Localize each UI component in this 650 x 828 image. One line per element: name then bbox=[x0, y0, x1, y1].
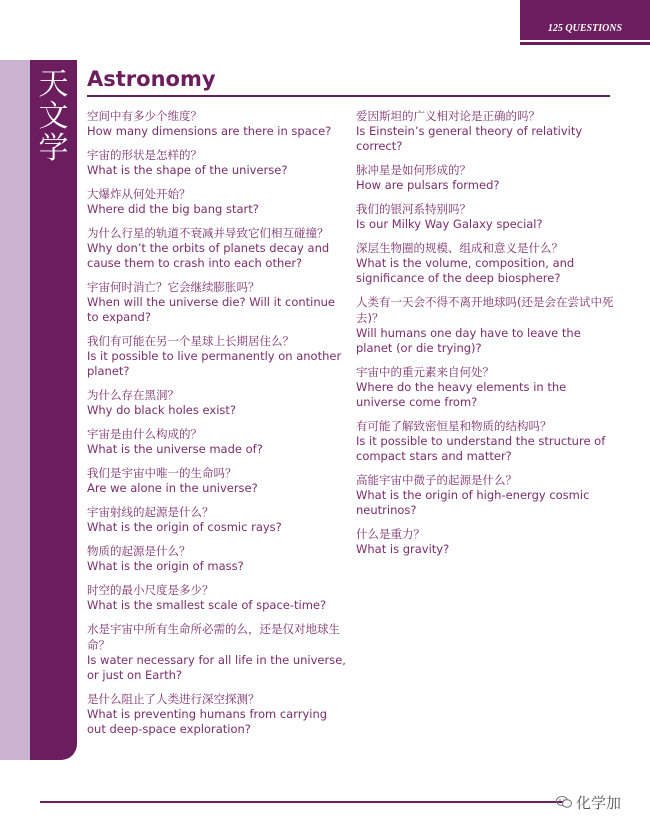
question-item bbox=[87, 387, 347, 418]
header-banner bbox=[520, 0, 650, 40]
question-chinese: 宇宙是由什么构成的？ bbox=[87, 427, 202, 441]
questions-column-left bbox=[87, 108, 347, 745]
question-item bbox=[87, 582, 347, 613]
question-item bbox=[356, 108, 618, 154]
question-item bbox=[87, 225, 347, 271]
question-english: What is the origin of high-energy cosmic neutrinos? bbox=[356, 488, 590, 517]
question-chinese: 宇宙何时消亡？它会继续膨胀吗？ bbox=[87, 280, 260, 294]
question-chinese: 为什么行星的轨道不衰减并导致它们相互碰撞？ bbox=[87, 226, 329, 240]
header-rule bbox=[520, 42, 650, 45]
question-chinese: 为什么存在黑洞？ bbox=[87, 388, 179, 402]
question-chinese: 时空的最小尺度是多少？ bbox=[87, 583, 214, 597]
question-english: Are we alone in the universe? bbox=[87, 481, 258, 495]
subject-char-3: 学 bbox=[38, 131, 69, 166]
question-item bbox=[87, 333, 347, 379]
question-chinese: 高能宇宙中微子的起源是什么？ bbox=[356, 473, 517, 487]
question-item bbox=[356, 472, 618, 518]
left-decor-strip bbox=[0, 60, 30, 760]
question-item bbox=[356, 162, 618, 193]
question-chinese: 我们的银河系特别吗？ bbox=[356, 202, 471, 216]
question-item bbox=[87, 279, 347, 325]
question-chinese: 有可能了解致密恒星和物质的结构吗？ bbox=[356, 419, 552, 433]
section-title: Astronomy bbox=[87, 67, 216, 91]
question-item bbox=[356, 526, 618, 557]
question-item bbox=[356, 418, 618, 464]
question-english: What is the origin of cosmic rays? bbox=[87, 520, 282, 534]
question-item bbox=[356, 201, 618, 232]
question-chinese: 物质的起源是什么？ bbox=[87, 544, 191, 558]
question-chinese: 宇宙中的重元素来自何处？ bbox=[356, 365, 494, 379]
question-english: Is it possible to understand the structure of compact stars and matter? bbox=[356, 434, 606, 463]
question-item bbox=[87, 108, 347, 139]
question-english: Is our Milky Way Galaxy special? bbox=[356, 217, 543, 231]
question-english: How many dimensions are there in space? bbox=[87, 124, 332, 138]
header-banner-text: 125 QUESTIONS bbox=[547, 23, 623, 34]
question-item bbox=[87, 691, 347, 737]
question-chinese: 宇宙射线的起源是什么？ bbox=[87, 505, 214, 519]
watermark bbox=[556, 790, 621, 814]
question-english: Where do the heavy elements in the universe come from? bbox=[356, 380, 567, 409]
question-chinese: 是什么阻止了人类进行深空探测？ bbox=[87, 692, 260, 706]
question-english: What is the volume, composition, and significance of the deep biosphere? bbox=[356, 256, 575, 285]
question-chinese: 空间中有多少个维度？ bbox=[87, 109, 202, 123]
question-english: Where did the big bang start? bbox=[87, 202, 259, 216]
subject-side-tab bbox=[30, 60, 77, 760]
question-english: How are pulsars formed? bbox=[356, 178, 500, 192]
wechat-icon bbox=[556, 796, 572, 808]
question-item bbox=[356, 240, 618, 286]
question-item bbox=[87, 186, 347, 217]
question-item bbox=[87, 543, 347, 574]
question-english: What is the universe made of? bbox=[87, 442, 263, 456]
footer-rule bbox=[40, 801, 570, 803]
question-item bbox=[356, 294, 618, 356]
question-english: What is the smallest scale of space-time? bbox=[87, 598, 327, 612]
subject-char-1: 天 bbox=[38, 67, 69, 102]
question-chinese: 脉冲星是如何形成的？ bbox=[356, 163, 471, 177]
question-chinese: 水是宇宙中所有生命所必需的么，还是仅对地球生命？ bbox=[87, 622, 340, 652]
question-chinese: 深层生物圈的规模、组成和意义是什么？ bbox=[356, 241, 563, 255]
question-chinese: 什么是重力？ bbox=[356, 527, 425, 541]
question-chinese: 人类有一天会不得不离开地球吗(还是会在尝试中死去)？ bbox=[356, 295, 614, 325]
question-english: When will the universe die? Will it continue to expand? bbox=[87, 295, 336, 324]
subject-char-2: 文 bbox=[38, 99, 69, 134]
title-rule bbox=[87, 95, 610, 97]
question-chinese: 我们有可能在另一个星球上长期居住么？ bbox=[87, 334, 294, 348]
question-english: Will humans one day have to leave the planet (or die trying)? bbox=[356, 326, 581, 355]
question-english: Is Einstein’s general theory of relativity correct? bbox=[356, 124, 583, 153]
question-item bbox=[87, 504, 347, 535]
question-item bbox=[356, 364, 618, 410]
question-chinese: 我们是宇宙中唯一的生命吗？ bbox=[87, 466, 237, 480]
questions-column-right bbox=[356, 108, 618, 565]
question-item bbox=[87, 621, 347, 683]
question-english: What is gravity? bbox=[356, 542, 450, 556]
question-item bbox=[87, 465, 347, 496]
question-chinese: 大爆炸从何处开始？ bbox=[87, 187, 191, 201]
watermark-text: 化学加 bbox=[576, 793, 622, 812]
question-item bbox=[87, 426, 347, 457]
question-english: Why do black holes exist? bbox=[87, 403, 237, 417]
question-english: What is the origin of mass? bbox=[87, 559, 244, 573]
question-chinese: 宇宙的形状是怎样的？ bbox=[87, 148, 202, 162]
question-english: What is preventing humans from carrying out deep-space exploration? bbox=[87, 707, 328, 736]
question-item bbox=[87, 147, 347, 178]
question-english: Why don’t the orbits of planets decay and cause them to crash into each other? bbox=[87, 241, 330, 270]
question-english: What is the shape of the universe? bbox=[87, 163, 288, 177]
question-english: Is it possible to live permanently on another planet? bbox=[87, 349, 342, 378]
question-english: Is water necessary for all life in the universe, or just on Earth? bbox=[87, 653, 346, 682]
question-chinese: 爱因斯坦的广义相对论是正确的吗？ bbox=[356, 109, 540, 123]
